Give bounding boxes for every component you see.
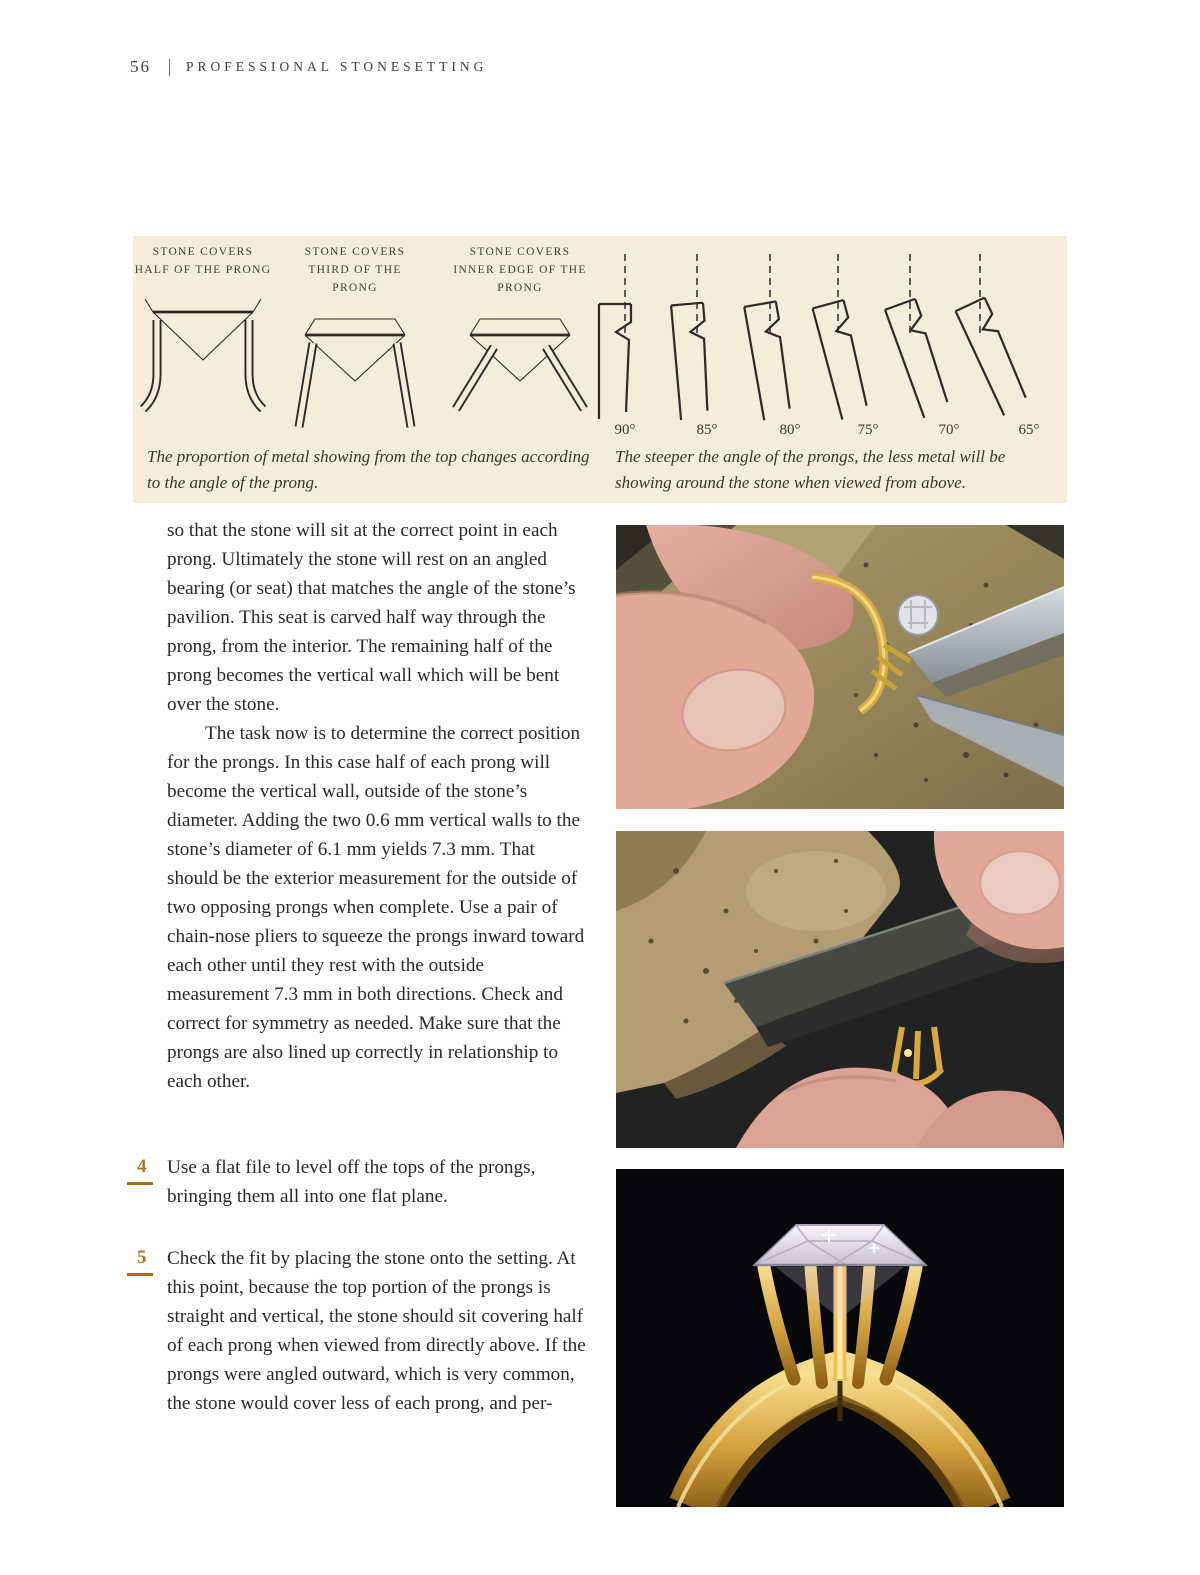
coverage-diagram-inner-edge [450,244,590,449]
step-4 [137,1153,589,1211]
coverage-diagram-third [285,244,425,449]
prong-angle-drawing [940,242,1060,442]
figure-caption-left: The proportion of metal showing from the top changes according to the angle of the prong. [147,447,590,492]
prong-profile-drawing [133,282,273,432]
step-number: 5 [127,1243,153,1276]
coverage-diagram-half [133,244,273,432]
figure-caption-right: The steeper the angle of the prongs, the less metal will be showing around the stone when viewed from above. [615,447,1006,492]
page-header [130,57,487,77]
angle-label: 90° [614,422,636,438]
running-head: PROFESSIONAL STONESETTING [186,59,488,74]
angle-label: 65° [1018,422,1040,438]
step-text: Check the fit by placing the stone onto the setting. At this point, because the top portion of the prongs is straight and vertical, the stone should sit covering half of each prong when viewed from directly above. If the prongs were angled outward, which is very common, the stone would cover less of each prong, and per- [167,1248,586,1414]
step-text: Use a flat file to level off the tops of the prongs, bringing them all into one flat plane. [167,1157,536,1207]
header-divider [169,59,170,76]
angle-label: 80° [779,422,801,438]
page-number: 56 [130,57,151,76]
photo-illustration [616,831,1064,1148]
body-paragraph: so that the stone will sit at the correct point in each prong. Ultimately the stone will rest on an angled bearing (or seat) that matches the angle of the stone’s pavilion. This seat is carved half way through the prong, from the interior. The remaining half of the prong becomes the vertical wall which will be bent over the stone. [167,520,576,715]
body-paragraph: The task now is to determine the correct position for the prongs. In this case half of each prong will become the vertical wall, outside of the stone’s diameter. Adding the two 0.6 mm vertical walls to the stone’s diameter of 6.1 mm yields 7.3 mm. That should be the exterior measurement for the outside of two opposing prongs when complete. Use a pair of chain-nose pliers to squeeze the prongs inward toward each other until they rest with the outside measurement 7.3 mm in both directions. Check and correct for symmetry as needed. Make sure that the prongs are also lined up correctly in relationship to each other. [167,723,585,1092]
prong-profile-drawing [285,299,425,449]
step-5 [137,1244,589,1418]
angle-label: 70° [938,422,960,438]
article-text-column [137,516,589,1418]
diagram-label: STONE COVERS INNER EDGE OF THE PRONG [453,246,587,294]
photo-illustration [616,1169,1064,1507]
figure-box [133,236,1067,503]
angle-label: 75° [857,422,879,438]
prong-profile-drawing [450,299,590,449]
photo-stone-on-finished-setting [616,1169,1064,1507]
photo-illustration [616,525,1064,809]
photo-squeezing-prongs-with-pliers [616,525,1064,809]
angle-diagram-65 [940,242,1060,442]
diagram-label: STONE COVERS HALF OF THE PRONG [134,246,272,276]
step-number: 4 [127,1152,153,1185]
angle-label: 85° [696,422,718,438]
diagram-label: STONE COVERS THIRD OF THE PRONG [304,246,406,294]
photo-filing-prong-tops [616,831,1064,1148]
